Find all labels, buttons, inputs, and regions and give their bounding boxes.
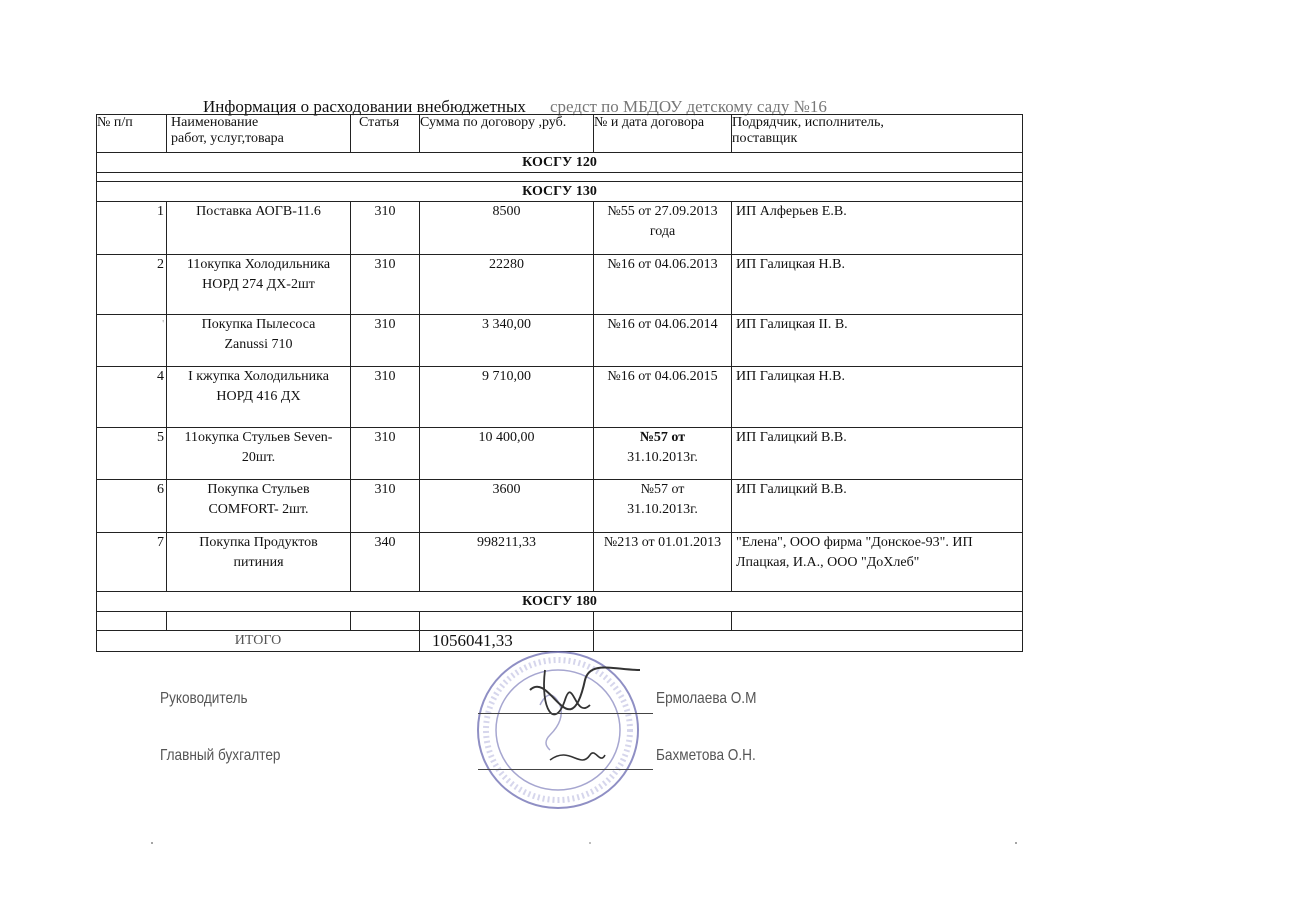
row-article: 310 — [351, 367, 420, 428]
row-contract: №213 от 01.01.2013 — [594, 533, 732, 592]
row-article: 310 — [351, 315, 420, 367]
row-vendor: ИП Галицкий В.В. — [732, 480, 1023, 533]
row-article: 340 — [351, 533, 420, 592]
row-contract: №16 от 04.06.2015 — [594, 367, 732, 428]
title-part-2: средст по МБДОУ детскому саду №16 — [549, 97, 827, 116]
header-vendor: Подрядчик, исполнитель, поставщик — [732, 115, 1023, 153]
table-row — [97, 367, 1023, 428]
row-vendor: ИП Галицкая II. В. — [732, 315, 1023, 367]
row-num: 1 — [97, 202, 167, 255]
row-num: 4 — [97, 367, 167, 428]
row-sum: 9 710,00 — [420, 367, 594, 428]
row-name: Покупка Пылесоса Zanussi 710 — [167, 315, 351, 367]
header-sum: Сумма по договору ,руб. — [420, 115, 594, 153]
row-name: Поставка АОГВ-11.6 — [167, 202, 351, 255]
table-row — [97, 428, 1023, 480]
total-row — [97, 631, 1023, 652]
row-article: 310 — [351, 480, 420, 533]
official-stamp — [470, 650, 660, 820]
empty-row — [97, 612, 1023, 631]
total-label: ИТОГО — [97, 631, 420, 652]
row-name: I кжупка Холодильника НОРД 416 ДХ — [167, 367, 351, 428]
accountant-label: Главный бухгалтер — [160, 747, 281, 764]
row-contract: №16 от 04.06.2014 — [594, 315, 732, 367]
total-value: 1056041,33 — [420, 631, 594, 652]
row-vendor: ИП Галицкий В.В. — [732, 428, 1023, 480]
accountant-signature-line — [478, 769, 653, 770]
row-num: ' — [97, 315, 167, 367]
table-row — [97, 202, 1023, 255]
blank-row — [97, 173, 1023, 182]
header-num: № п/п — [97, 115, 167, 153]
expense-table — [96, 114, 1023, 652]
row-article: 310 — [351, 202, 420, 255]
row-num: 6 — [97, 480, 167, 533]
table-row — [97, 533, 1023, 592]
row-num: 2 — [97, 255, 167, 315]
table-row — [97, 315, 1023, 367]
table-row — [97, 480, 1023, 533]
row-sum: 10 400,00 — [420, 428, 594, 480]
head-label: Руководитель — [160, 690, 248, 707]
row-vendor: ИП Галицкая Н.В. — [732, 255, 1023, 315]
row-sum: 22280 — [420, 255, 594, 315]
row-article: 310 — [351, 255, 420, 315]
header-article: Статья — [351, 115, 420, 153]
row-vendor: "Елена", ООО фирма "Донское-93". ИП Лпацкая, И.А., ООО "ДоХлеб" — [732, 533, 1023, 592]
row-contract: №57 от 31.10.2013г. — [594, 428, 732, 480]
table-header-row — [97, 115, 1023, 153]
row-sum: 8500 — [420, 202, 594, 255]
row-name: Покупка Стульев COMFORT- 2шт. — [167, 480, 351, 533]
section-kosgu-130: КОСГУ 130 — [97, 182, 1023, 202]
row-sum: 3 340,00 — [420, 315, 594, 367]
accountant-name: Бахметова О.Н. — [656, 747, 756, 764]
table-row — [97, 255, 1023, 315]
section-kosgu-180: КОСГУ 180 — [97, 592, 1023, 612]
row-contract: №16 от 04.06.2013 — [594, 255, 732, 315]
row-article: 310 — [351, 428, 420, 480]
row-num: 7 — [97, 533, 167, 592]
row-name: 11окупка Стульев Seven- 20шт. — [167, 428, 351, 480]
head-signature-line — [478, 713, 653, 714]
header-contract: № и дата договора — [594, 115, 732, 153]
row-contract: №55 от 27.09.2013 года — [594, 202, 732, 255]
row-sum: 3600 — [420, 480, 594, 533]
row-sum: 998211,33 — [420, 533, 594, 592]
head-name: Ермолаева О.М — [656, 690, 757, 707]
row-vendor: ИП Алферьев Е.В. — [732, 202, 1023, 255]
row-num: 5 — [97, 428, 167, 480]
title-part-1: Информация о расходовании внебюджетных — [203, 97, 526, 116]
row-name: Покупка Продуктов питиния — [167, 533, 351, 592]
section-kosgu-120: КОСГУ 120 — [97, 153, 1023, 173]
bottom-dots — [150, 838, 1030, 848]
row-name: 11окупка Холодильника НОРД 274 ДХ-2шт — [167, 255, 351, 315]
row-contract: №57 от 31.10.2013г. — [594, 480, 732, 533]
row-vendor: ИП Галицкая Н.В. — [732, 367, 1023, 428]
header-name: Наименование работ, услуг,товара — [167, 115, 351, 153]
